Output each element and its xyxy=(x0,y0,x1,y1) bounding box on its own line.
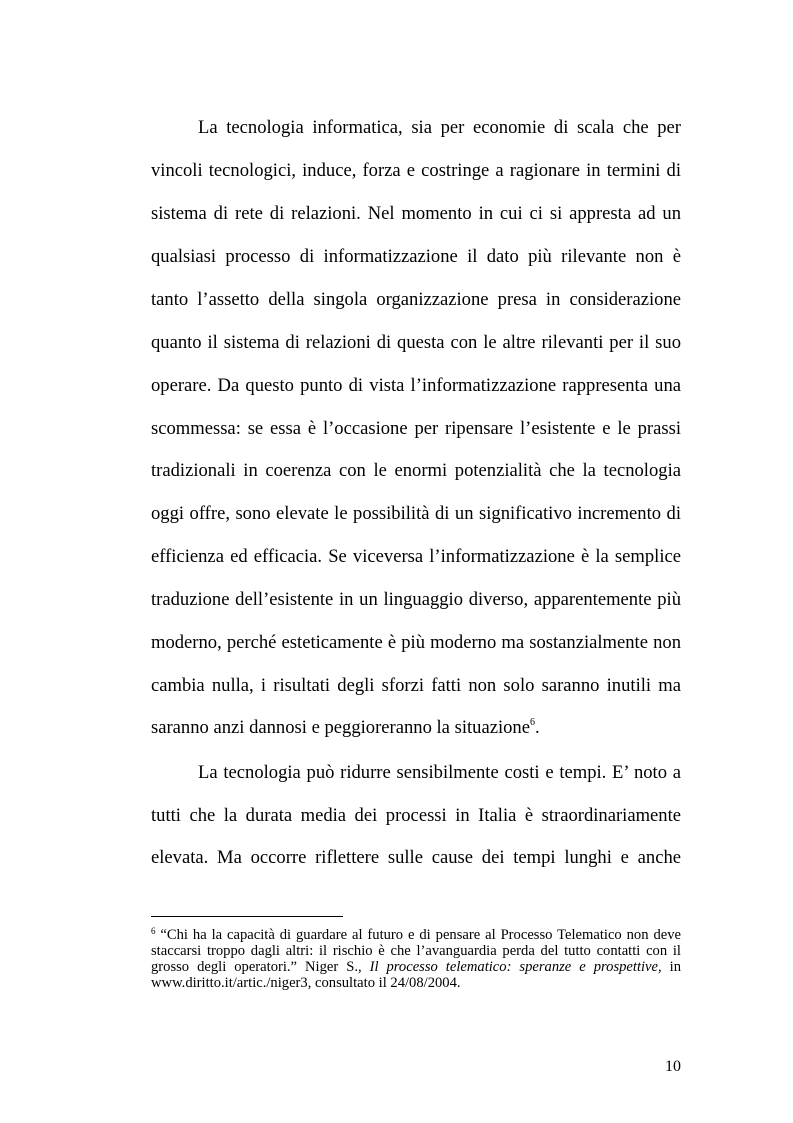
footnote-reference[interactable]: 6 xyxy=(529,717,535,728)
body-line: tanto l’assetto della singola organizzazione presa in considerazione xyxy=(151,289,681,310)
body-line: quanto il sistema di relazioni di questa con le altre rilevanti per il suo xyxy=(151,332,681,353)
body-line: La tecnologia può ridurre sensibilmente costi e tempi. E’ noto a xyxy=(198,762,681,783)
body-line xyxy=(151,717,681,739)
body-line: operare. Da questo punto di vista l’informatizzazione rappresenta una xyxy=(151,375,681,396)
footnote-cited-title: Il processo telematico: speranze e prospettive xyxy=(369,959,659,975)
body-line: traduzione dell’esistente in un linguaggio diverso, apparentemente più xyxy=(151,589,681,610)
body-line-end: . xyxy=(534,717,540,738)
body-line: vincoli tecnologici, induce, forza e costringe a ragionare in termini di xyxy=(151,160,681,181)
body-line: elevata. Ma occorre riflettere sulle cause dei tempi lunghi e anche xyxy=(151,847,681,868)
page-number: 10 xyxy=(665,1058,681,1075)
body-line: qualsiasi processo di informatizzazione il dato più rilevante non è xyxy=(151,246,681,267)
body-line: oggi offre, sono elevate le possibilità di un significativo incremento di xyxy=(151,503,681,524)
footnote-text: , in xyxy=(658,959,681,975)
body-line: tutti che la durata media dei processi in Italia è straordinariamente xyxy=(151,805,681,826)
footnote-line: staccarsi troppo dagli altri: il rischio è che l’avanguardia perda del tutto contatti con il xyxy=(151,943,681,959)
body-line: cambia nulla, i risultati degli sforzi fatti non solo saranno inutili ma xyxy=(151,675,681,696)
body-line: tradizionali in coerenza con le enormi potenzialità che la tecnologia xyxy=(151,460,681,481)
footnote-line: www.diritto.it/artic./niger3, consultato il 24/08/2004. xyxy=(151,975,461,991)
footnote-text: grosso degli operatori.” Niger S., xyxy=(151,959,370,975)
body-line: La tecnologia informatica, sia per economie di scala che per xyxy=(198,117,681,138)
footnote-text: “Chi ha la capacità di guardare al futuro e di pensare al Processo Telematico non deve xyxy=(160,927,681,943)
body-line: sistema di rete di relazioni. Nel momento in cui ci si appresta ad un xyxy=(151,203,681,224)
footnote-line xyxy=(151,927,681,943)
body-line: scommessa: se essa è l’occasione per ripensare l’esistente e le prassi xyxy=(151,418,681,439)
footnote-separator xyxy=(151,916,343,917)
body-line: efficienza ed efficacia. Se viceversa l’informatizzazione è la semplice xyxy=(151,546,681,567)
body-line: moderno, perché esteticamente è più moderno ma sostanzialmente non xyxy=(151,632,681,653)
body-line-text: saranno anzi dannosi e peggioreranno la situazione xyxy=(151,717,530,738)
footnote-number: 6 xyxy=(151,926,156,936)
footnote-line xyxy=(151,959,681,975)
